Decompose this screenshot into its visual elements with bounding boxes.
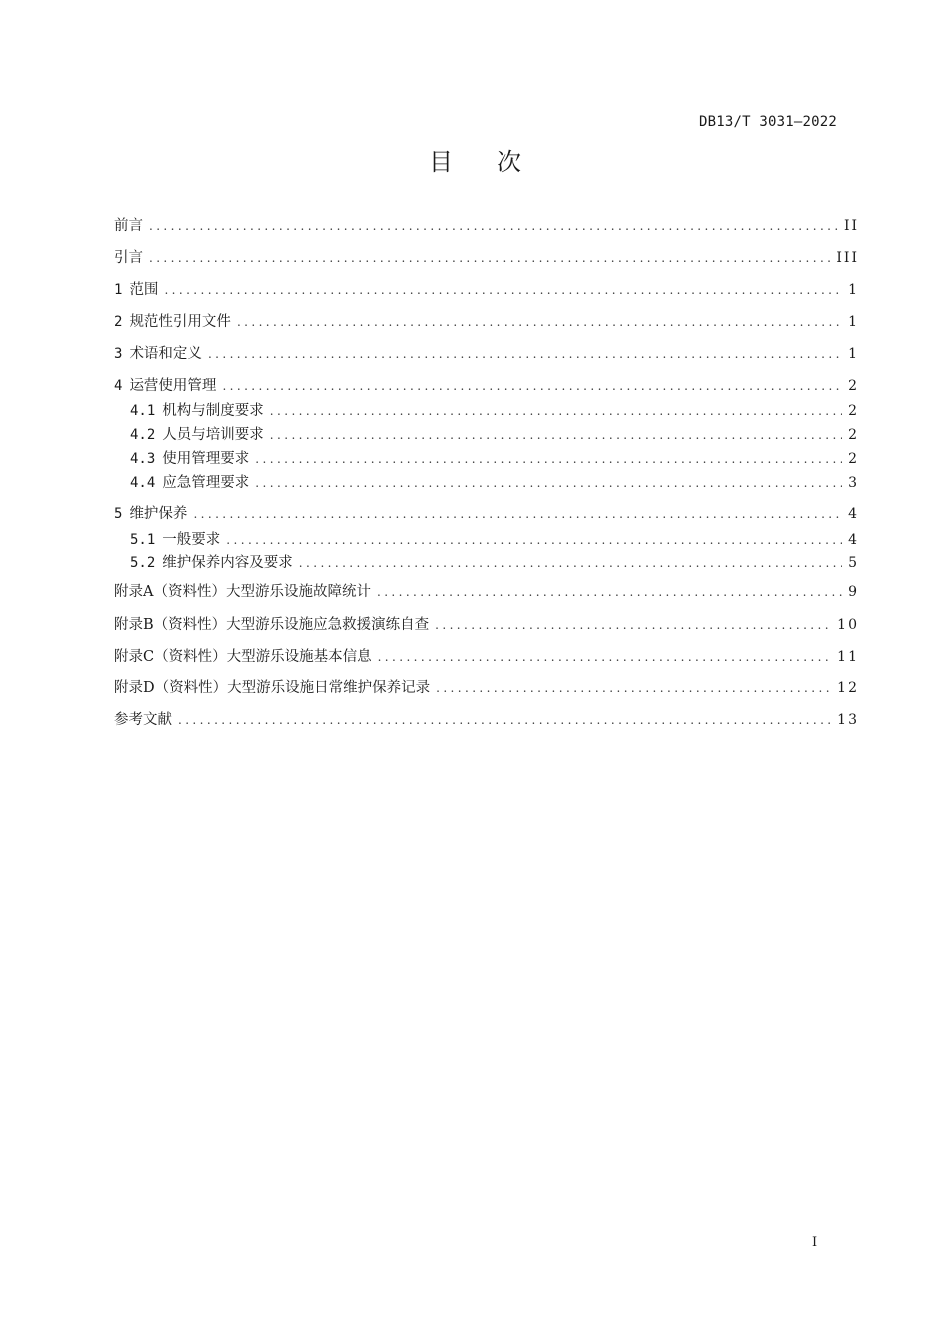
toc-entry-number: 4 xyxy=(114,378,123,394)
toc-entry-number: 5.1 xyxy=(130,532,156,548)
toc-entry-section-1[interactable] xyxy=(114,280,859,300)
toc-entry-title: 应急管理要求 xyxy=(162,475,250,491)
dot-leader xyxy=(164,280,842,300)
toc-entry-section-4[interactable] xyxy=(114,376,859,396)
toc-entry-section-4-1[interactable] xyxy=(114,401,859,421)
toc-entry-page: III xyxy=(836,250,859,266)
dot-leader xyxy=(378,647,832,667)
toc-entry-number: 4.1 xyxy=(130,403,156,419)
toc-entry-label: 前言 xyxy=(114,218,143,234)
dot-leader xyxy=(435,615,831,635)
toc-entry-section-2[interactable] xyxy=(114,312,859,332)
toc-entry-page: 13 xyxy=(837,712,859,728)
toc-entry-appendix-c[interactable] xyxy=(114,647,859,667)
toc-entry-page: 4 xyxy=(848,532,859,548)
toc-entry-page: 1 xyxy=(848,282,859,298)
toc-entry-title: 运营使用管理 xyxy=(129,378,217,394)
toc-entry-title: 术语和定义 xyxy=(129,346,202,362)
toc-entry-appendix-d[interactable] xyxy=(114,678,859,698)
toc-entry-title: 维护保养 xyxy=(129,506,188,522)
toc-title-char-2: 次 xyxy=(497,148,521,176)
dot-leader xyxy=(255,473,842,493)
toc-entry-section-5-1[interactable] xyxy=(114,530,859,550)
toc-entry-label: 附录B（资料性）大型游乐设施应急救援演练自查 xyxy=(114,617,430,633)
toc-entry-title: 维护保养内容及要求 xyxy=(162,555,293,571)
toc-entry-number: 4.4 xyxy=(130,475,156,491)
toc-entry-label: 附录C（资料性）大型游乐设施基本信息 xyxy=(114,649,372,665)
toc-title xyxy=(0,142,950,177)
dot-leader xyxy=(208,344,842,364)
toc-entry-page: 5 xyxy=(848,555,859,571)
toc-entry-label xyxy=(114,312,231,332)
toc-entry-number: 5 xyxy=(114,506,123,522)
toc-entry-page: 2 xyxy=(848,427,859,443)
toc-entry-page: 1 xyxy=(848,314,859,330)
toc-entry-label xyxy=(114,376,216,396)
toc-entry-label: 引言 xyxy=(114,250,143,266)
toc-entry-section-5[interactable] xyxy=(114,504,859,524)
toc-entry-section-3[interactable] xyxy=(114,344,859,364)
toc-entry-preface[interactable] xyxy=(114,216,859,236)
dot-leader xyxy=(270,425,842,445)
toc-entry-page: 9 xyxy=(848,584,859,600)
toc-entry-section-5-2[interactable] xyxy=(114,553,859,573)
toc-entry-number: 5.2 xyxy=(130,555,156,571)
toc-entry-page: 2 xyxy=(848,378,859,394)
toc-entry-title: 规范性引用文件 xyxy=(129,314,231,330)
dot-leader xyxy=(178,710,831,730)
toc-entry-label xyxy=(130,553,293,573)
toc-entry-title: 使用管理要求 xyxy=(162,451,250,467)
toc-entry-page: 11 xyxy=(837,649,859,665)
dot-leader xyxy=(255,449,842,469)
toc-entry-label xyxy=(130,473,249,493)
toc-entry-title: 一般要求 xyxy=(162,532,221,548)
toc-entry-label: 附录A（资料性）大型游乐设施故障统计 xyxy=(114,584,371,600)
toc-entry-number: 1 xyxy=(114,282,123,298)
toc-entry-label: 附录D（资料性）大型游乐设施日常维护保养记录 xyxy=(114,680,431,696)
toc-entry-page: 1 xyxy=(848,346,859,362)
toc-entry-number: 2 xyxy=(114,314,123,330)
toc-entry-label xyxy=(114,280,158,300)
toc-entry-label xyxy=(130,401,264,421)
toc-entry-label xyxy=(130,530,220,550)
toc-entry-appendix-b[interactable] xyxy=(114,615,859,635)
toc-entry-title: 范围 xyxy=(129,282,159,298)
toc-entry-label xyxy=(130,425,264,445)
toc-entry-page: 4 xyxy=(848,506,859,522)
toc-entry-title: 人员与培训要求 xyxy=(162,427,264,443)
toc-entry-label xyxy=(130,449,249,469)
toc-entry-number: 4.3 xyxy=(130,451,156,467)
toc-entry-number: 4.2 xyxy=(130,427,156,443)
dot-leader xyxy=(377,582,842,602)
toc-entry-appendix-a[interactable] xyxy=(114,582,859,602)
toc-entry-section-4-4[interactable] xyxy=(114,473,859,493)
toc-entry-number: 3 xyxy=(114,346,123,362)
page-number: I xyxy=(812,1235,818,1250)
toc-entry-title: 机构与制度要求 xyxy=(162,403,264,419)
dot-leader xyxy=(149,216,838,236)
dot-leader xyxy=(237,312,842,332)
toc-entry-page: II xyxy=(843,218,859,234)
dot-leader xyxy=(193,504,842,524)
dot-leader xyxy=(222,376,842,396)
toc-entry-page: 10 xyxy=(837,617,859,633)
toc-entry-section-4-3[interactable] xyxy=(114,449,859,469)
toc-entry-page: 2 xyxy=(848,403,859,419)
dot-leader xyxy=(149,248,830,268)
toc-entry-page: 2 xyxy=(848,451,859,467)
toc-entry-label xyxy=(114,344,202,364)
dot-leader xyxy=(436,678,831,698)
toc-entry-page: 3 xyxy=(848,475,859,491)
dot-leader xyxy=(299,553,842,573)
dot-leader xyxy=(226,530,842,550)
toc-title-char-1: 目 xyxy=(429,148,453,176)
toc-entry-page: 12 xyxy=(837,680,859,696)
toc-entry-references[interactable] xyxy=(114,710,859,730)
toc-entry-introduction[interactable] xyxy=(114,248,859,268)
dot-leader xyxy=(270,401,842,421)
toc-entry-label xyxy=(114,504,187,524)
document-code: DB13/T 3031—2022 xyxy=(698,114,837,130)
toc-entry-section-4-2[interactable] xyxy=(114,425,859,445)
toc-entry-label: 参考文献 xyxy=(114,712,172,728)
